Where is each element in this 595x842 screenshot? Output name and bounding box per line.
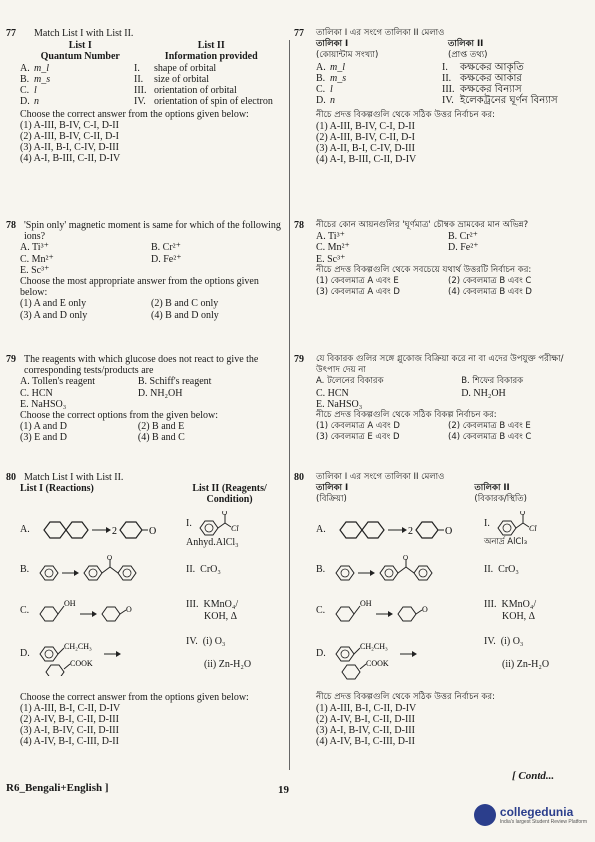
- option-1[interactable]: (1) A and D: [20, 421, 67, 433]
- option-4[interactable]: (4) A-IV, B-I, C-III, D-II: [316, 736, 415, 748]
- svg-text:Cl: Cl: [528, 524, 537, 533]
- list1-header: List I: [68, 40, 92, 52]
- option-1[interactable]: (1) A-III, B-IV, C-I, D-II: [316, 120, 415, 132]
- option-2[interactable]: (2) A-III, B-IV, C-II, D-I: [20, 131, 119, 143]
- question-77-bn: 77 তালিকা I এর সংগে তালিকা II মেলাও তালিকা I (কোয়ান্টাম সংখ্যা) তালিকা II (প্রাপ্ত তথ্য) A. m_l I. কক্ষকের আকৃতি B. m_s II. কক্ষকের আকার C. l III. কক্ষকের বিন্যাস D. n IV. ইলেকট্রনের ঘূর্ণন বিন্যাস নীচে প্রদত্ত বিকল্পগুলি থেকে সঠিক উত্তর নির্বাচন কর: (1) A-III, B-IV, C-I, D-II (2) A-III, B-IV, C-II, D-I (3) A-II, B-I, C-IV, D-III (4) A-I, B-III, C-II, D-IV: [298, 28, 580, 214]
- svg-text:O: O: [519, 511, 525, 517]
- svg-text:CH₂CH₃: CH₂CH₃: [360, 641, 388, 651]
- svg-text:OH: OH: [360, 598, 372, 608]
- question-number: 79: [6, 354, 16, 365]
- option-1[interactable]: (1) A-III, B-I, C-II, D-IV: [20, 702, 121, 714]
- match-table: A. m_l I. shape of orbital B. m_s II. size of orbital C. l III. orientation of orbital D. n IV. orientation of spin of electron: [20, 62, 273, 107]
- option-1[interactable]: (1) কেবলমাত্র A এবং E: [316, 276, 399, 287]
- question-number: 80: [6, 472, 16, 483]
- column-divider: [289, 40, 290, 770]
- svg-text:O: O: [403, 554, 409, 562]
- option-1[interactable]: (1) A and E only: [20, 298, 87, 310]
- svg-text:O: O: [445, 525, 453, 537]
- list1-subheader: Quantum Number: [40, 51, 120, 63]
- option-3[interactable]: (3) কেবলমাত্র E এবং D: [316, 432, 400, 443]
- option-4[interactable]: (4) A-I, B-III, C-II, D-IV: [316, 154, 417, 166]
- reaction-b-structure: [330, 555, 470, 585]
- reaction-c-structure: [330, 596, 470, 626]
- option-2[interactable]: (2) A-IV, B-I, C-II, D-III: [316, 714, 415, 726]
- option-4[interactable]: (4) B and C: [137, 432, 185, 444]
- option-3[interactable]: (3) A-I, B-IV, C-II, D-III: [316, 725, 415, 737]
- question-stem: The reagents with which glucose does not react to give the corresponding tests/products are: [24, 354, 259, 377]
- option-3[interactable]: (3) কেবলমাত্র A এবং D: [316, 287, 400, 298]
- svg-text:O: O: [422, 604, 428, 614]
- option-2[interactable]: (2) কেবলমাত্র B এবং E: [448, 421, 531, 432]
- reaction-a-structure: [330, 518, 470, 542]
- reaction-d-structure: [34, 636, 174, 676]
- question-stem: তালিকা I এর সংগে তালিকা II মেলাও: [316, 28, 445, 38]
- question-number: 77: [294, 28, 304, 39]
- english-column: [6, 28, 282, 748]
- question-stem: যে বিকারক গুলির সঙ্গে গ্লুকোজ বিক্রিয়া করে না বা এদের উপযুক্ত পরীক্ষা/উৎপাদ দেয় না: [316, 354, 564, 376]
- reaction-c: C. OH O III. KMnO₄/ KOH, Δ: [20, 590, 282, 632]
- question-number: 78: [6, 220, 16, 231]
- question-stem: 'Spin only' magnetic moment is same for which of the following ions?: [24, 220, 281, 243]
- reaction-c: C. OH O III. KMnO₄/ KOH, Δ: [316, 590, 580, 632]
- svg-text:O: O: [107, 554, 113, 562]
- option-3[interactable]: (3) A and D only: [20, 309, 88, 321]
- svg-text:Cl: Cl: [230, 524, 239, 533]
- collegedunia-logo: [474, 804, 587, 826]
- svg-text:CH₂CH₃: CH₂CH₃: [64, 641, 92, 651]
- reaction-b: B. O II. CrO₃: [316, 554, 580, 586]
- svg-text:OH: OH: [64, 598, 76, 608]
- reaction-d: D. CH₂CH₃ COOK IV. (i) O₃ (ii) Zn-H₂O: [316, 636, 580, 688]
- svg-text:COOK: COOK: [70, 658, 93, 668]
- option-3[interactable]: (3) E and D: [20, 432, 67, 444]
- question-number: 79: [294, 354, 304, 365]
- svg-text:O: O: [149, 525, 157, 537]
- option-3[interactable]: (3) A-I, B-IV, C-II, D-III: [20, 725, 119, 737]
- reaction-a: A. 2 O I. O Cl Anhyd.AlCl₃: [20, 510, 282, 550]
- match-table: A. m_l I. কক্ষকের আকৃতি B. m_s II. কক্ষকের আকার C. l III. কক্ষকের বিন্যাস D. n IV. ইলেকট্রনের ঘূর্ণন বিন্যাস: [316, 61, 558, 106]
- list2-subheader: Information provided: [164, 51, 258, 63]
- benzoyl-chloride-structure: [192, 511, 242, 537]
- reaction-a: A. 2 O I. O Cl অনার্দ্র AlCl₃: [316, 510, 580, 550]
- brand-name: collegedunia: [499, 805, 574, 819]
- page-number: 19: [278, 784, 289, 796]
- option-2[interactable]: (2) B and E: [137, 421, 185, 433]
- question-number: 77: [6, 28, 16, 39]
- question-number: 80: [294, 472, 304, 483]
- benzoyl-chloride-structure: [490, 511, 540, 537]
- instruction: নীচে প্রদত্ত বিকল্পগুলি থেকে সঠিক উত্তর নির্বাচন কর:: [316, 109, 495, 120]
- question-80-bn: 80 তালিকা I এর সংগে তালিকা II মেলাও তালিকা I (বিক্রিয়া) তালিকা II (বিকারক/স্থিতি) A. 2 O I. O Cl অনার্দ্র AlCl₃ B. O II. CrO₃ C. OH O III. KMnO₄/ KOH, Δ D. CH₂CH₃ COOK IV. (i) O₃ (ii) Zn-H₂O নীচে প্রদত্ত বিকল্পগুলি থেকে সঠিক উত্তর নির্বাচন কর: (1) A-III, B-I, C-II, D-IV (2) A-IV, B-I, C-II, D-III (3) A-I, B-IV, C-II, D-III (4) A-IV, B-I, C-III, D-II: [298, 472, 580, 748]
- option-1[interactable]: (1) A-III, B-I, C-II, D-IV: [316, 702, 417, 714]
- option-4[interactable]: (4) A-I, B-III, C-II, D-IV: [20, 153, 121, 165]
- svg-text:2: 2: [112, 525, 117, 537]
- list1-header: List I (Reactions): [20, 483, 94, 495]
- list2-header: List II (Reagents/ Condition): [192, 483, 267, 506]
- instruction: Choose the correct options from the given below:: [20, 410, 219, 422]
- list2-header: List II: [197, 40, 225, 52]
- question-stem: তালিকা I এর সংগে তালিকা II মেলাও: [316, 472, 445, 482]
- option-2[interactable]: (2) A-IV, B-I, C-II, D-III: [20, 714, 119, 726]
- instruction: Choose the correct answer from the options given below:: [20, 108, 249, 120]
- bengali-column: [294, 28, 580, 748]
- option-3[interactable]: (3) A-II, B-I, C-IV, D-III: [316, 143, 415, 155]
- reaction-a-structure: [34, 518, 174, 542]
- brand-tagline: India's largest Student Review Platform: [499, 819, 587, 825]
- option-4[interactable]: (4) B and D only: [151, 309, 219, 321]
- option-2[interactable]: (2) কেবলমাত্র B এবং C: [448, 276, 532, 287]
- reaction-b-structure: [34, 555, 174, 585]
- reaction-c-structure: [34, 596, 174, 626]
- question-stem: Match List I with List II.: [34, 28, 134, 39]
- continued-label: [ Contd...: [512, 770, 555, 782]
- option-4[interactable]: (4) কেবলমাত্র B এবং D: [448, 287, 532, 298]
- option-4[interactable]: (4) A-IV, B-I, C-III, D-II: [20, 736, 119, 748]
- option-1[interactable]: (1) কেবলমাত্র A এবং D: [316, 421, 400, 432]
- option-2[interactable]: (2) A-III, B-IV, C-II, D-I: [316, 132, 415, 144]
- instruction: নীচে প্রদত্ত বিকল্পগুলি থেকে সঠিক বিকল্প নির্বাচন কর:: [316, 410, 497, 421]
- reaction-b: B. O II. CrO₃: [20, 554, 282, 586]
- question-78-bn: 78 নীচের কোন আয়নগুলির 'ঘূর্ণমাত্র' চৌম্বক ভ্রামকের মান অভিন্ন? A. Ti³⁺ B. Cr²⁺ C. Mn²⁺ D. Fe²⁺ E. Sc³⁺ নীচে প্রদত্ত বিকল্পগুলি থেকে সবচেয়ে যথার্থ উত্তরটি নির্বাচন কর: (1) কেবলমাত্র A এবং E (2) কেবলমাত্র B এবং C (3) কেবলমাত্র A এবং D (4) কেবলমাত্র B এবং D: [298, 220, 580, 346]
- svg-text:O: O: [126, 604, 132, 614]
- question-stem: Match List I with List II.: [24, 472, 124, 483]
- option-1[interactable]: (1) A-III, B-IV, C-I, D-II: [20, 119, 119, 131]
- paper-code: R6_Bengali+English ]: [6, 782, 109, 794]
- question-79-en: 79 The reagents with which glucose does not react to give the corresponding tests/products are A. Tollen's reagent B. Schiff's reagent C. HCN D. NH₂OH E. NaHSO₃ Choose the correct options from the given below: (1) A and D (2) B and E (3) E and D (4) B and C: [20, 354, 282, 468]
- reaction-d: D. CH₂CH₃ COOK IV. (i) O₃ (ii) Zn-H₂O: [20, 636, 282, 688]
- question-77-en: [6, 28, 282, 214]
- svg-text:2: 2: [408, 525, 413, 537]
- question-78-en: 78 'Spin only' magnetic moment is same for which of the following ions? A. Ti³⁺ B. Cr²⁺ C. Mn²⁺ D. Fe²⁺ E. Sc³⁺ Choose the most appropriate answer from the options given below: (1) A and E only (2) B and C only (3) A and D only (4) B and D only: [6, 220, 281, 321]
- option-4[interactable]: (4) কেবলমাত্র B এবং C: [448, 432, 532, 443]
- instruction: Choose the most appropriate answer from the options given below:: [20, 276, 259, 299]
- question-stem: নীচের কোন আয়নগুলির 'ঘূর্ণমাত্র' চৌম্বক ভ্রামকের মান অভিন্ন?: [316, 220, 529, 230]
- question-79-bn: 79 যে বিকারক গুলির সঙ্গে গ্লুকোজ বিক্রিয়া করে না বা এদের উপযুক্ত পরীক্ষা/উৎপাদ দেয় না A. টলেনের বিকারক B. শিফের বিকারক C. HCN D. NH₂OH E. NaHSO₃ নীচে প্রদত্ত বিকল্পগুলি থেকে সঠিক বিকল্প নির্বাচন কর: (1) কেবলমাত্র A এবং D (2) কেবলমাত্র B এবং E (3) কেবলমাত্র E এবং D (4) কেবলমাত্র B এবং C: [298, 354, 580, 468]
- reaction-d-structure: [330, 636, 470, 680]
- option-3[interactable]: (3) A-II, B-I, C-IV, D-III: [20, 142, 119, 154]
- svg-text:COOK: COOK: [366, 658, 389, 668]
- logo-icon: [474, 804, 496, 826]
- svg-text:O: O: [221, 511, 227, 517]
- option-2[interactable]: (2) B and C only: [151, 298, 219, 310]
- instruction: নীচে প্রদত্ত বিকল্পগুলি থেকে সবচেয়ে যথার্থ উত্তরটি নির্বাচন কর:: [316, 264, 532, 275]
- question-number: 78: [294, 220, 304, 231]
- instruction: Choose the correct answer from the options given below:: [20, 691, 249, 703]
- instruction: নীচে প্রদত্ত বিকল্পগুলি থেকে সঠিক উত্তর নির্বাচন কর:: [316, 691, 495, 702]
- question-80-en: [6, 472, 282, 748]
